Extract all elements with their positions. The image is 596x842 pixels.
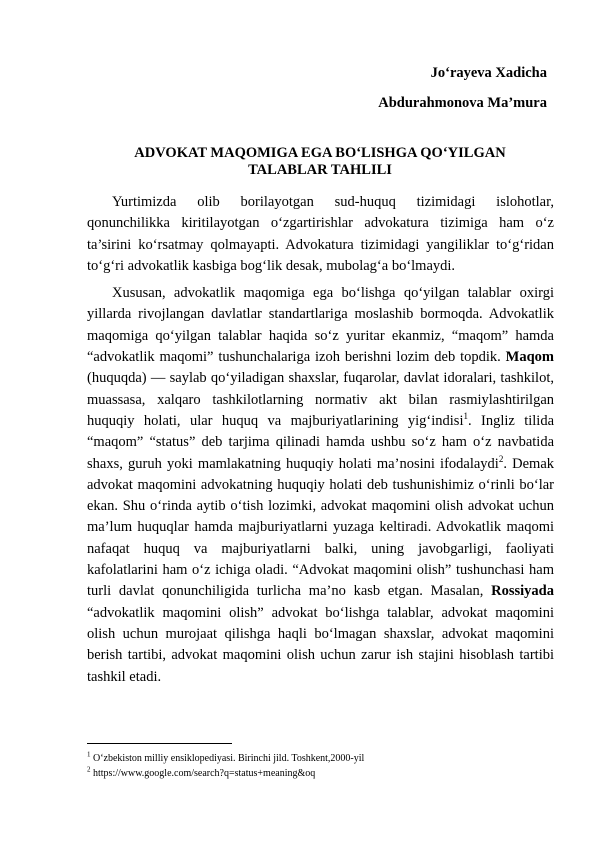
text-run: Xususan, advokatlik maqomiga ega bo‘lishga qo‘yilgan talablar oxirgi yillarda rivojlangan davlatlar standartlariga moslashib bormoqda. Advokatlik maqomiga qo‘yilgan talablar haqida so‘z yuritar ekanmiz, “maqom” hamda “advokatlik maqomi” tushunchalariga izoh berishni lozim deb topdik. bbox=[87, 285, 554, 366]
text-run: . Demak advokat maqomini advokatning huquqiy holati deb tushunishimiz o‘rinli bo‘lar ekan. Shu o‘rinda aytib o‘tish lozimki, advokat maqomini olish advokat uchun ma’lum huquqlar hamda majburiyatlarni yuzaga keltiradi. Advokatlik maqomi nafaqat huquq va majburiyatlarni balki, uning javobgarligi, faoliyati kafolatlarini ham o‘z ichiga oladi. “Advokat maqomini olish” tushunchasi ham turli davlat qonunchiligida turlicha ma’no kasb etgan. Masalan, bbox=[87, 455, 554, 600]
footnote-ref[interactable]: 1 bbox=[463, 411, 468, 422]
footnote-text: O‘zbekiston milliy ensiklopediyasi. Birinchi jild. Toshkent,2000-yil bbox=[93, 753, 365, 764]
text-run: . Ingliz tilida “maqom” “status” deb tarjima qilinadi hamda ushbu so‘z ham o‘z navbatida shaxs, guruh yoki mamlakatning huquqiy holati ma’nosini ifodalaydi bbox=[87, 412, 555, 472]
bold-term: Rossiyada bbox=[491, 583, 554, 600]
footnote bbox=[87, 751, 364, 766]
article-body bbox=[87, 192, 554, 688]
title-line: TALABLAR TAHLILI bbox=[248, 162, 392, 178]
author-list bbox=[378, 58, 547, 118]
footnote-mark: 1 bbox=[87, 750, 91, 759]
text-run: “advokatlik maqomini olish” advokat bo‘lishga talablar, advokat maqomini olish uchun murojaat qilishga haqli bo‘lmagan shaxslar, advokat maqomini berish tartibi, advokat maqomini olish uchun zarur ish stajini hisoblash tartibi tashkil etadi. bbox=[87, 604, 554, 685]
bold-term: Maqom bbox=[505, 349, 555, 366]
title-line: ADVOKAT MAQOMIGA EGA BO‘LISHGA QO‘YILGAN bbox=[134, 145, 506, 161]
footnote-link[interactable]: https://www.google.com/search?q=status+meaning&oq bbox=[93, 768, 316, 779]
footnote-mark: 2 bbox=[87, 765, 91, 774]
footnote-ref[interactable]: 2 bbox=[498, 453, 504, 464]
text-run: (huquqda) — saylab qo‘yiladigan shaxslar, fuqarolar, davlat idoralari, tashkilot, muassasa, xalqaro tashkilotlarning normativ akt bilan rasmiylashtirilgan huquqiy holati, ular huquq va majburiyatlarining yig‘indisi bbox=[87, 370, 554, 429]
footnote-divider bbox=[87, 743, 232, 744]
paragraph: Yurtimizda olib borilayotgan sud-huquq tizimidagi islohotlar, qonunchilikka kiritilayotgan o‘zgartirishlar advokatura tizimiga ham o‘z ta’sirini ko‘rsatmay qolmayapti. Advokatura tizimidagi yangiliklar to‘g‘ridan to‘g‘ri advokatlik kasbiga bog‘lik desak, mubolag‘a bo‘lmaydi. bbox=[87, 194, 554, 274]
paragraph bbox=[87, 283, 554, 688]
footnotes bbox=[87, 751, 364, 781]
footnote bbox=[87, 766, 364, 781]
article-title bbox=[100, 145, 540, 179]
author-name: Jo‘rayeva Xadicha bbox=[430, 65, 547, 81]
author-name: Abdurahmonova Ma’mura bbox=[378, 95, 547, 111]
